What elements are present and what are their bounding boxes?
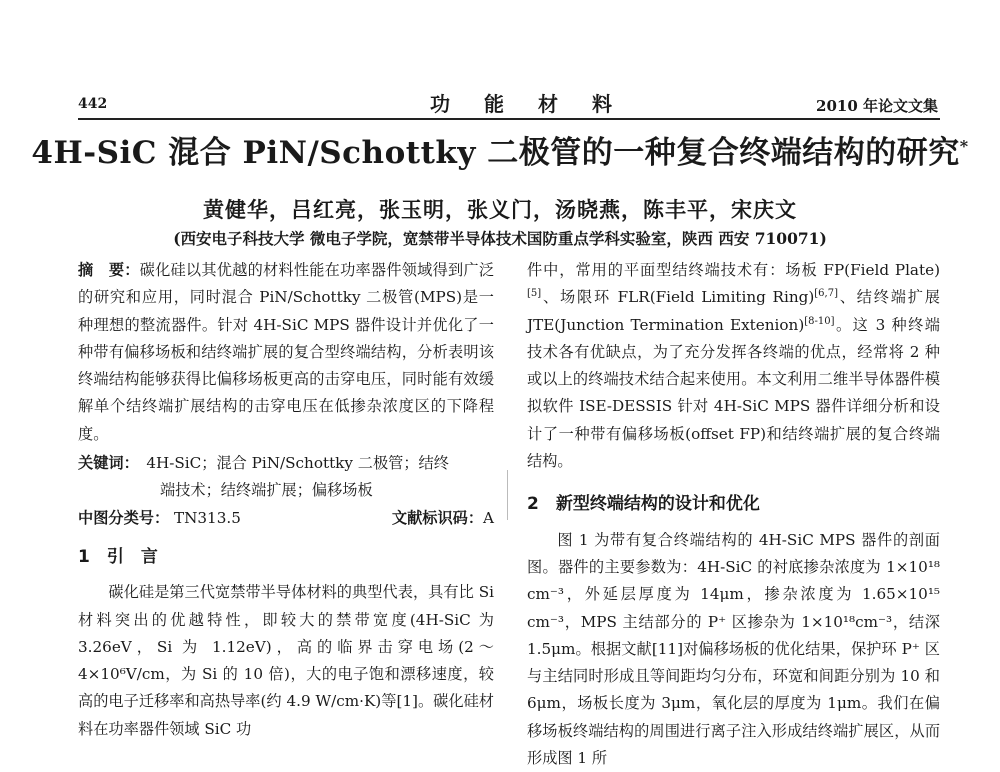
keywords <box>78 450 494 477</box>
affiliation: (西安电子科技大学 微电子学院，宽禁带半导体技术国防重点学科实验室，陕西 西安 710071) <box>173 229 827 248</box>
title-text: 4H-SiC 混合 PiN/Schottky 二极管的一种复合终端结构的研究 <box>31 135 960 171</box>
intro-seg-4: 。这 3 种终端技术各有优缺点，为了充分发挥各终端的优点，经常将 2 种或以上的终端技术结合起来使用。本文利用二维半导体器件模拟软件 ISE-DESSIS 针对 4H-SiC MPS 器件详细分析和设计了一种带有偏移场板(offset FP)和结终端扩展的复合终端结构。 <box>527 315 940 471</box>
keywords-label: 关键词： <box>78 454 132 473</box>
right-column <box>527 257 940 772</box>
clc-value: TN313.5 <box>173 508 241 527</box>
abstract-label: 摘 要： <box>78 261 140 279</box>
column-divider <box>507 470 508 520</box>
abstract <box>78 257 494 448</box>
header-rule <box>78 118 940 120</box>
paper-title <box>0 127 1000 172</box>
journal-name: 功能材料 <box>430 92 646 116</box>
keywords-line1: 4H-SiC；混合 PiN/Schottky 二极管；结终 <box>146 454 449 473</box>
doc-code-label: 文献标识码： <box>391 508 484 527</box>
abstract-text: 碳化硅以其优越的材料性能在功率器件领域得到广泛的研究和应用，同时混合 PiN/Schottky 二极管(MPS)是一种理想的整流器件。针对 4H-SiC MPS 器件设计并优化了一种带有偏移场板和结终端扩展的复合型终端结构，分析表明该终端结构能够获得比偏移场板更高的击穿电压，同时能有效缓解单个结终端扩展结构的击穿电压在低掺杂浓度区的下降程度。 <box>78 261 495 443</box>
author-list: 黄健华，吕红亮，张玉明，张义门，汤晓燕，陈丰平，宋庆文 <box>203 197 797 222</box>
section-1-paragraph: 碳化硅是第三代宽禁带半导体材料的典型代表，具有比 Si 材料突出的优越特性，即较大的禁带宽度(4H-SiC 为 3.26eV，Si 为 1.12eV)，高的临界击穿电场(2～4×10⁶V/cm，为 Si 的 10 倍)，大的电子饱和漂移速度，较高的电子迁移率和高热导率(约 4.9 W/cm·K)等[1]。碳化硅材料在功率器件领域 SiC 功 <box>78 583 494 738</box>
intro-seg-3: 、结终端扩展 JTE(Junction Termination Extenion) <box>527 288 940 334</box>
keywords-line2: 端技术；结终端扩展；偏移场板 <box>160 481 373 500</box>
doc-code-value: A <box>483 508 494 527</box>
intro-seg-2: 、场限环 FLR(Field Limiting Ring) <box>541 288 815 307</box>
ref-5: [5] <box>527 288 542 300</box>
classification-line <box>78 505 494 532</box>
intro-continued-paragraph <box>527 257 940 475</box>
section-1-heading: 1 引 言 <box>78 546 158 567</box>
year-label: 2010 年论文文集 <box>816 97 938 115</box>
ref-8-10: [8-10] <box>804 315 835 327</box>
intro-seg-1: 件中，常用的平面型结终端技术有：场板 FP(Field Plate) <box>527 261 940 279</box>
section-2-paragraph: 图 1 为带有复合终端结构的 4H-SiC MPS 器件的剖面图。器件的主要参数为：4H-SiC 的衬底掺杂浓度为 1×10¹⁸ cm⁻³，外延层厚度为 14μm，掺杂浓度为 1.65×10¹⁵ cm⁻³，MPS 主结部分的 P⁺ 区掺杂为 1×10¹⁸cm⁻³，结深 1.5μm。根据文献[11]对偏移场板的优化结果，保护环 P⁺ 区与主结同时形成且等间距均匀分布，环宽和间距分别为 10 和 6μm，场板长度为 3μm，氧化层的厚度为 1μm。我们在偏移场板终端结构的周围进行离子注入形成结终端扩展区，从而形成图 1 所 <box>527 530 940 768</box>
clc-label: 中图分类号： <box>78 508 170 527</box>
section-2-heading: 2 新型终端结构的设计和优化 <box>527 494 760 515</box>
title-footnote-mark: * <box>959 136 969 156</box>
left-column <box>78 257 494 743</box>
page-number: 442 <box>78 96 108 112</box>
ref-6-7: [6,7] <box>814 288 838 300</box>
